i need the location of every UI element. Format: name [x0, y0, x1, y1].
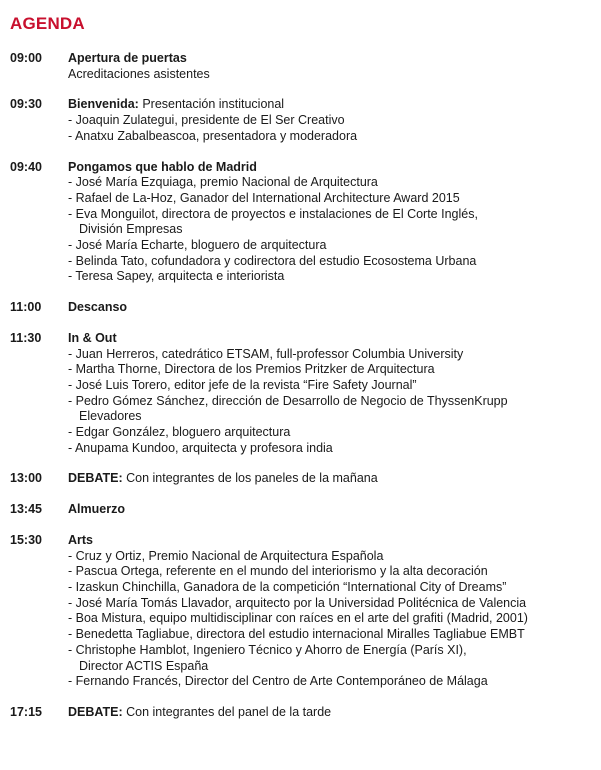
speaker-line: - Edgar González, bloguero arquitectura — [68, 425, 291, 440]
speaker-entry — [68, 425, 595, 441]
agenda-item — [10, 705, 595, 721]
agenda-heading-bold: Descanso — [68, 300, 128, 315]
speaker-line: - Pedro Gómez Sánchez, dirección de Desarrollo de Negocio de ThyssenKrupp — [68, 393, 508, 408]
agenda-content — [68, 97, 595, 144]
agenda-content — [68, 471, 595, 487]
speaker-line: - Martha Thorne, Directora de los Premios Pritzker de Arquitectura — [68, 362, 435, 377]
speaker-line: - Izaskun Chinchilla, Ganadora de la competición “International City of Dreams” — [68, 579, 507, 594]
agenda-time: 09:40 — [10, 159, 42, 174]
speaker-line: - Christophe Hamblot, Ingeniero Técnico y Ahorro de Energía (París XI), — [68, 642, 467, 657]
agenda-time: 13:00 — [10, 471, 42, 486]
agenda-item — [10, 502, 595, 518]
agenda-heading — [68, 300, 595, 316]
agenda-item — [10, 471, 595, 487]
agenda-content — [68, 51, 595, 82]
agenda-list — [10, 51, 595, 736]
speaker-line: - Benedetta Tagliabue, directora del estudio internacional Miralles Tagliabue EMBT — [68, 627, 525, 642]
agenda-content — [68, 331, 595, 457]
agenda-item — [10, 300, 595, 316]
speaker-line: - Teresa Sapey, arquitecta e interiorista — [68, 269, 285, 284]
agenda-heading — [68, 705, 595, 721]
agenda-heading-bold: DEBATE: — [68, 704, 123, 719]
speaker-entry — [68, 674, 595, 690]
agenda-content — [68, 300, 595, 316]
speaker-entry — [68, 627, 595, 643]
speaker-line: - José María Tomás Llavador, arquitecto por la Universidad Politécnica de Valencia — [68, 595, 527, 610]
agenda-heading-bold: Bienvenida: — [68, 97, 139, 112]
speaker-line: - Belinda Tato, cofundadora y codirectora del estudio Ecosostema Urbana — [68, 253, 477, 268]
speaker-entry — [68, 254, 595, 270]
speaker-entry — [68, 113, 595, 129]
speaker-line: - José Luis Torero, editor jefe de la revista “Fire Safety Journal” — [68, 377, 417, 392]
speaker-entry — [68, 611, 595, 627]
speaker-line: - Anupama Kundoo, arquitecta y profesora india — [68, 440, 333, 455]
speaker-entry — [68, 441, 595, 457]
speaker-line: - Boa Mistura, equipo multidisciplinar con raíces en el arte del grafiti (Madrid, 2001) — [68, 611, 528, 626]
speaker-entry — [68, 596, 595, 612]
speaker-line: - Rafael de La-Hoz, Ganador del International Architecture Award 2015 — [68, 190, 460, 205]
speaker-line: - Fernando Francés, Director del Centro de Arte Contemporáneo de Málaga — [68, 674, 488, 689]
speaker-line: - Juan Herreros, catedrático ETSAM, full-professor Columbia University — [68, 346, 464, 361]
speaker-entry — [68, 129, 595, 145]
agenda-subline: Acreditaciones asistentes — [68, 66, 210, 81]
agenda-heading-bold: Arts — [68, 532, 94, 547]
agenda-heading-detail: Presentación institucional — [138, 97, 285, 112]
speaker-entry — [68, 175, 595, 191]
agenda-item — [10, 160, 595, 286]
agenda-content — [68, 705, 595, 721]
speaker-entry — [68, 238, 595, 254]
agenda-heading — [68, 502, 595, 518]
agenda-heading-bold: Pongamos que hablo de Madrid — [68, 159, 257, 174]
speaker-line: - José María Echarte, bloguero de arquitectura — [68, 238, 327, 253]
agenda-heading-bold: DEBATE: — [68, 471, 123, 486]
speaker-entry — [68, 549, 595, 565]
agenda-content — [68, 533, 595, 690]
speaker-line: - Joaquin Zulategui, presidente de El Ser Creativo — [68, 113, 345, 128]
agenda-heading-detail: Con integrantes de los paneles de la mañana — [122, 471, 378, 486]
speaker-entry — [68, 643, 595, 674]
agenda-heading-bold: In & Out — [68, 330, 117, 345]
agenda-item — [10, 331, 595, 457]
agenda-time: 09:00 — [10, 51, 42, 65]
agenda-content — [68, 502, 595, 518]
speaker-entry — [68, 564, 595, 580]
agenda-heading-bold: Almuerzo — [68, 502, 125, 517]
agenda-item — [10, 533, 595, 690]
speaker-line: - Cruz y Ortiz, Premio Nacional de Arquitectura Española — [68, 548, 384, 563]
speaker-entry — [68, 362, 595, 378]
agenda-heading — [68, 97, 595, 113]
speaker-entry — [68, 269, 595, 285]
agenda-heading — [68, 533, 595, 549]
agenda-time: 11:30 — [10, 330, 42, 345]
agenda-content — [68, 160, 595, 286]
speaker-entry — [68, 394, 595, 425]
agenda-heading-bold: Apertura de puertas — [68, 51, 187, 65]
speaker-line: - José María Ezquiaga, premio Nacional de Arquitectura — [68, 175, 378, 190]
speaker-line-continued: Director ACTIS España — [79, 658, 209, 673]
agenda-heading — [68, 471, 595, 487]
speaker-line: - Eva Monguilot, directora de proyectos e instalaciones de El Corte Inglés, — [68, 206, 478, 221]
agenda-time: 17:15 — [10, 704, 42, 719]
agenda-heading — [68, 160, 595, 176]
agenda-heading — [68, 51, 595, 67]
page-title: AGENDA — [10, 14, 85, 33]
speaker-entry — [68, 191, 595, 207]
speaker-line: - Pascua Ortega, referente en el mundo del interiorismo y la alta decoración — [68, 564, 488, 579]
speaker-entry — [68, 347, 595, 363]
agenda-time: 11:00 — [10, 300, 42, 315]
speaker-entry — [68, 580, 595, 596]
agenda-time: 13:45 — [10, 502, 42, 517]
agenda-item — [10, 51, 595, 82]
speaker-line-continued: Elevadores — [79, 409, 142, 424]
speaker-entry — [68, 207, 595, 238]
agenda-heading — [68, 331, 595, 347]
speaker-entry — [68, 378, 595, 394]
agenda-time: 15:30 — [10, 532, 42, 547]
speaker-line-continued: División Empresas — [79, 222, 183, 237]
agenda-heading-detail: Con integrantes del panel de la tarde — [122, 704, 332, 719]
agenda-item — [10, 97, 595, 144]
speaker-line: - Anatxu Zabalbeascoa, presentadora y moderadora — [68, 128, 358, 143]
agenda-time: 09:30 — [10, 97, 42, 112]
